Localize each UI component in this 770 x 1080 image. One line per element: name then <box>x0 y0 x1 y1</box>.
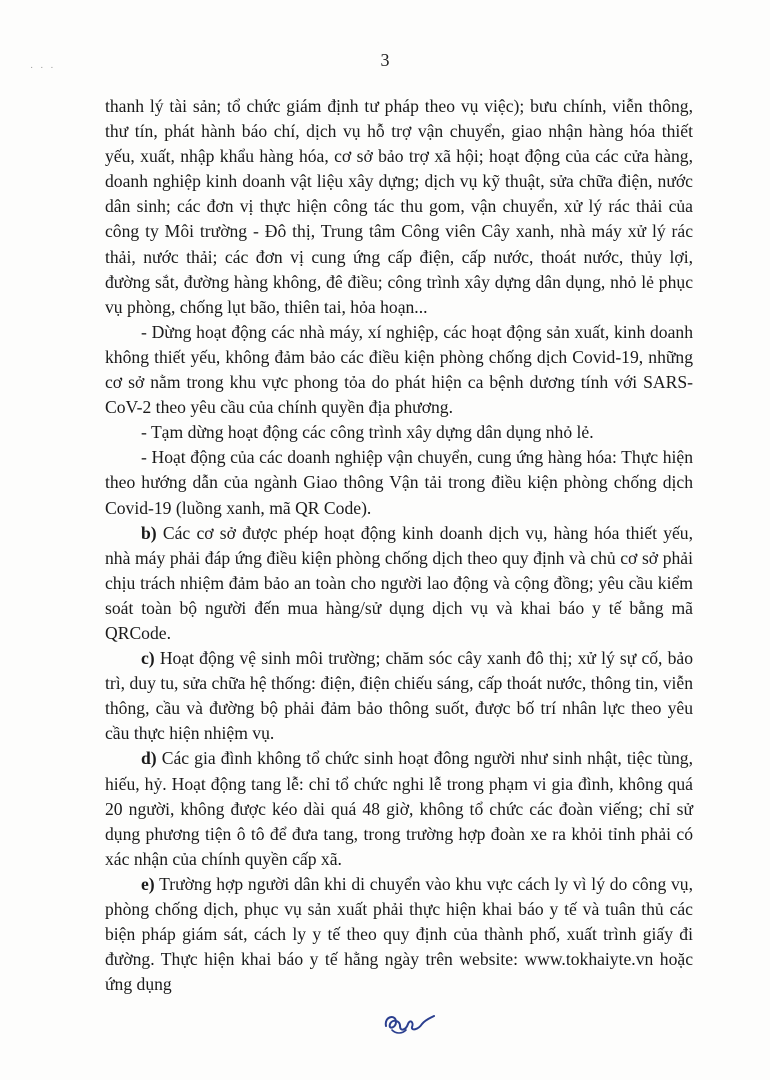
paragraph-3 <box>105 420 693 445</box>
paragraph-lead: d) <box>141 748 157 769</box>
paragraph-text: - Hoạt động của các doanh nghiệp vận chuyển, cung ứng hàng hóa: Thực hiện theo hướng dẫn của ngành Giao thông Vận tải trong điều kiện phòng chống dịch Covid-19 (luồng xanh, mã QR Code). <box>105 447 693 518</box>
paragraph-text: - Tạm dừng hoạt động các công trình xây dựng dân dụng nhỏ lẻ. <box>141 422 594 443</box>
paragraph-lead: e) <box>141 873 155 894</box>
page-number: 3 <box>380 50 390 70</box>
paragraph-2 <box>105 320 693 420</box>
paragraph-e <box>105 872 693 997</box>
paragraph-b <box>105 521 693 646</box>
paragraph-1 <box>105 94 693 320</box>
paragraph-text: Trường hợp người dân khi di chuyển vào khu vực cách ly vì lý do công vụ, phòng chống dịch, phục vụ sản xuất phải thực hiện khai báo y tế và tuân thủ các biện pháp giám sát, cách ly y tế theo quy định của thành phố, xuất trình giấy đi đường. Thực hiện khai báo y tế hằng ngày trên website: www.tokhaiyte.vn hoặc ứng dụng <box>105 873 693 995</box>
paragraph-c <box>105 646 693 746</box>
paragraph-text: - Dừng hoạt động các nhà máy, xí nghiệp, các hoạt động sản xuất, kinh doanh không thiết yếu, không đảm bảo các điều kiện phòng chống dịch Covid-19, những cơ sở nằm trong khu vực phong tỏa do phát hiện ca bệnh dương tính với SARS-CoV-2 theo yêu cầu của chính quyền địa phương. <box>105 321 693 418</box>
document-body <box>105 94 693 997</box>
paragraph-lead: c) <box>141 648 155 669</box>
scan-artifact: · · · <box>30 62 56 73</box>
paragraph-d <box>105 746 693 871</box>
paragraph-4 <box>105 445 693 520</box>
initials-signature-icon <box>378 1008 438 1038</box>
paragraph-text: Hoạt động vệ sinh môi trường; chăm sóc cây xanh đô thị; xử lý sự cố, bảo trì, duy tu, sửa chữa hệ thống: điện, điện chiếu sáng, cấp thoát nước, thông tin, viễn thông, cầu và đường bộ phải đảm bảo thông suốt, được bố trí nhân lực theo yêu cầu thực hiện nhiệm vụ. <box>105 648 693 744</box>
paragraph-lead: b) <box>141 522 157 543</box>
paragraph-text: Các gia đình không tổ chức sinh hoạt đông người như sinh nhật, tiệc tùng, hiếu, hỷ. Hoạt động tang lễ: chỉ tổ chức nghi lễ trong phạm vi gia đình, không quá 20 người, không được kéo dài quá 48 giờ, không tổ chức các đoàn viếng; chỉ sử dụng phương tiện ô tô để đưa tang, trong trường hợp đoàn xe ra khỏi tỉnh phải có xác nhận của chính quyền cấp xã. <box>105 748 693 869</box>
paragraph-text: Các cơ sở được phép hoạt động kinh doanh dịch vụ, hàng hóa thiết yếu, nhà máy phải đáp ứng điều kiện phòng chống dịch theo quy định và chủ cơ sở phải chịu trách nhiệm đảm bảo an toàn cho người lao động và cộng đồng; yêu cầu kiểm soát toàn bộ người đến mua hàng/sử dụng dịch vụ và khai báo y tế bằng mã QRCode. <box>105 522 693 643</box>
paragraph-text: thanh lý tài sản; tổ chức giám định tư pháp theo vụ việc); bưu chính, viễn thông, thư tín, phát hành báo chí, dịch vụ hỗ trợ vận chuyển, giao nhận hàng hóa thiết yếu, xuất, nhập khẩu hàng hóa, cơ sở bảo trợ xã hội; hoạt động của các cửa hàng, doanh nghiệp kinh doanh vật liệu xây dựng; dịch vụ kỹ thuật, sửa chữa điện, nước dân sinh; các đơn vị thực hiện công tác thu gom, vận chuyển, xử lý rác thải của công ty Môi trường - Đô thị, Trung tâm Công viên Cây xanh, nhà máy xử lý rác thải, nước thải; các đơn vị cung ứng cấp điện, cấp nước, thoát nước, thủy lợi, đường sắt, đường hàng không, đê điều; công trình xây dựng dân dụng, nhỏ lẻ phục vụ phòng, chống lụt bão, thiên tai, hỏa hoạn... <box>105 96 693 317</box>
